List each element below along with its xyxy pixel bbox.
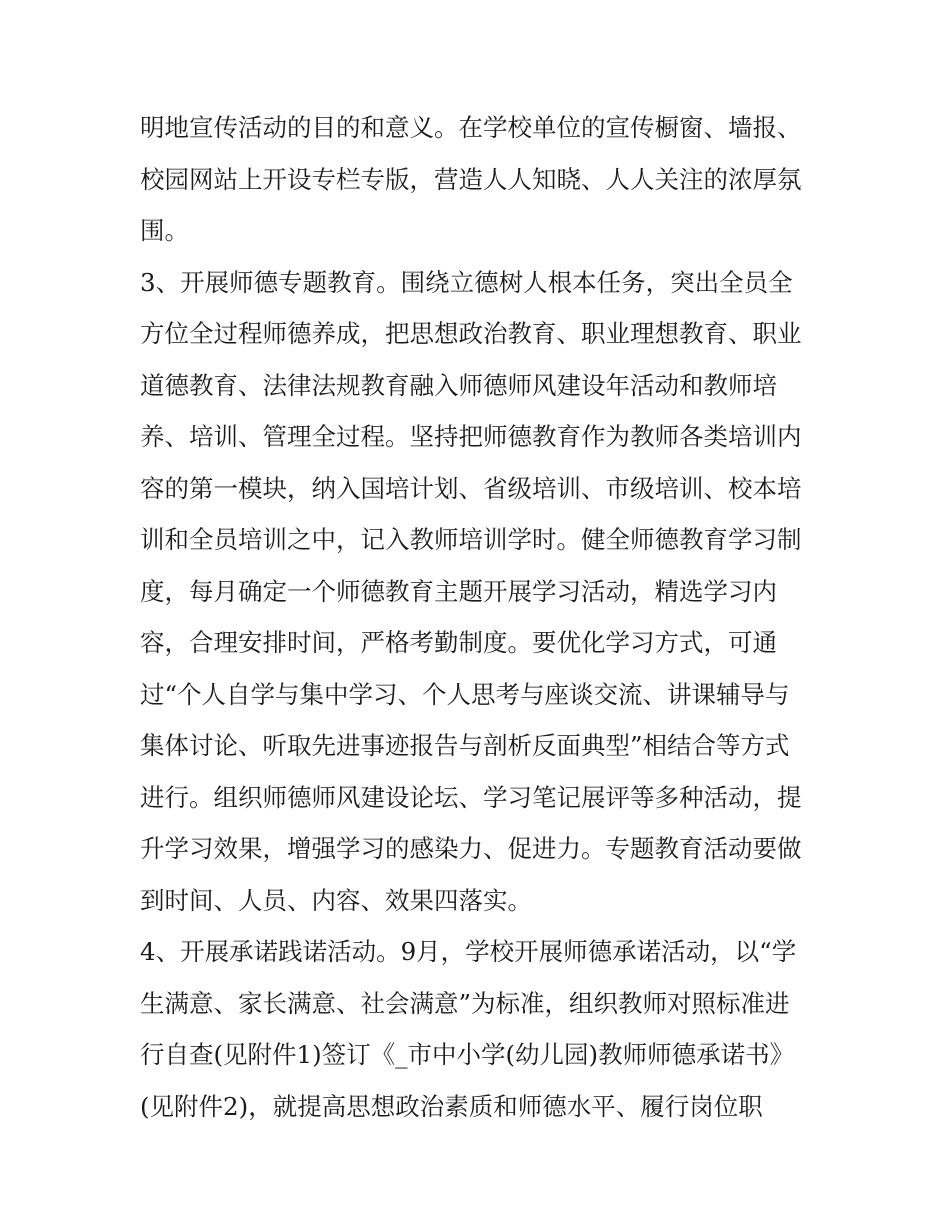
document-body <box>140 102 820 1132</box>
text-line: 4、开展承诺践诺活动。9月，学校开展师德承诺活动，以“学 <box>140 937 797 966</box>
text-line: 到时间、人员、内容、效果四落实。 <box>140 885 532 915</box>
text-line: 度，每月确定一个师德教育主题开展学习活动，精选学习内 <box>140 576 777 606</box>
text-line: 3、开展师德专题教育。围绕立德树人根本任务，突出全员全 <box>140 267 793 297</box>
text-line: 集体讨论、听取先进事迹报告与剖析反面典型”相结合等方式 <box>140 731 790 760</box>
text-line: 道德教育、法律法规教育融入师德师风建设年活动和教师培 <box>140 370 777 400</box>
text-line: 围。 <box>140 216 189 245</box>
text-line: 校园网站上开设专栏专版，营造人人知晓、人人关注的浓厚氛 <box>140 164 802 194</box>
text-line: 行自查(见附件1)签订《_市中小学(幼儿园)教师师德承诺书》 <box>140 1040 795 1069</box>
text-line: 训和全员培训之中，记入教师培训学时。健全师德教育学习制 <box>140 525 802 554</box>
text-line: 过“个人自学与集中学习、个人思考与座谈交流、讲课辅导与 <box>140 679 790 709</box>
text-line: 进行。组织师德师风建设论坛、学习笔记展评等多种活动，提 <box>140 782 802 812</box>
text-line: 生满意、家长满意、社会满意”为标准，组织教师对照标准进 <box>140 988 790 1018</box>
text-line: 升学习效果，增强学习的感染力、促进力。专题教育活动要做 <box>140 834 802 863</box>
text-line: 容的第一模块，纳入国培计划、省级培训、市级培训、校本培 <box>140 473 802 503</box>
text-line: (见附件2)，就提高思想政治素质和师德水平、履行岗位职 <box>140 1091 763 1121</box>
text-line: 容，合理安排时间，严格考勤制度。要优化学习方式，可通 <box>140 628 777 657</box>
text-line: 养、培训、管理全过程。坚持把师德教育作为教师各类培训内 <box>140 422 802 451</box>
text-line: 明地宣传活动的目的和意义。在学校单位的宣传橱窗、墙报、 <box>140 113 802 142</box>
text-line: 方位全过程师德养成，把思想政治教育、职业理想教育、职业 <box>140 319 802 348</box>
